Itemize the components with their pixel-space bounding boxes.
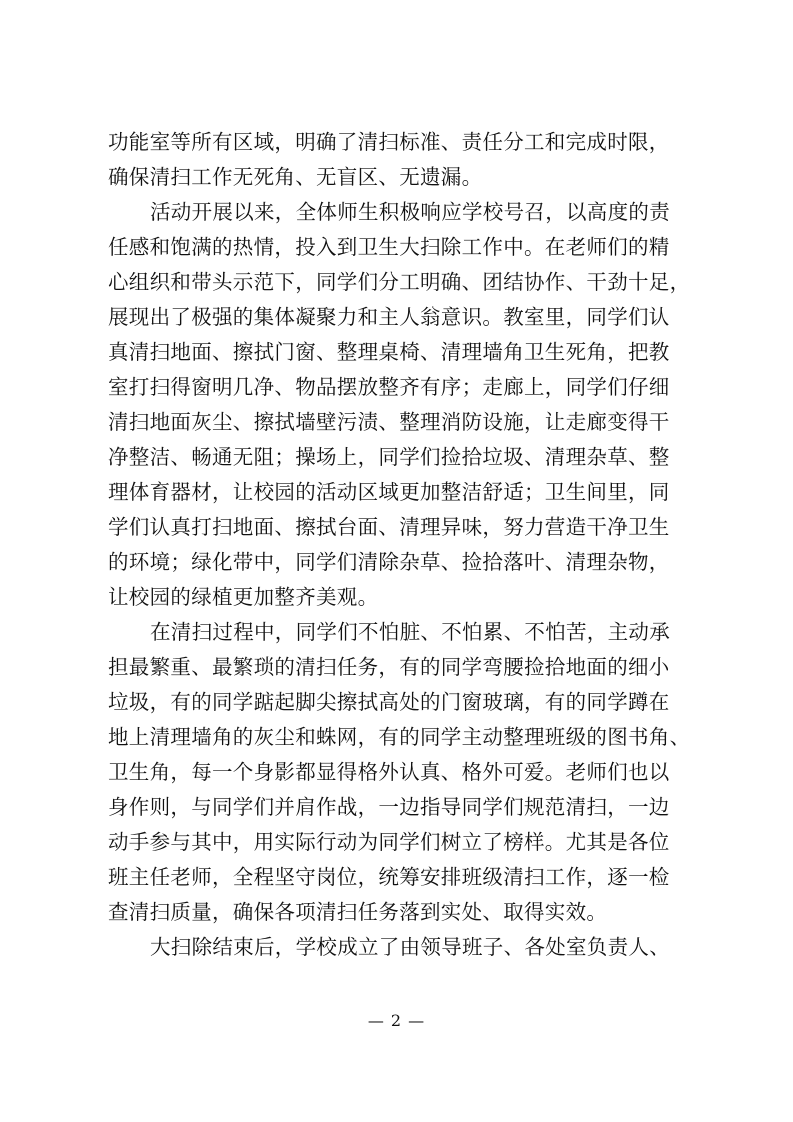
text-line: 动手参与其中，用实际行动为同学们树立了榜样。尤其是各位 bbox=[108, 830, 670, 854]
text-line: 班主任老师，全程坚守岗位，统筹安排班级清扫工作，逐一检 bbox=[108, 865, 670, 889]
text-line: 真清扫地面、擦拭门窗、整理桌椅、清理墙角卫生死角，把教 bbox=[108, 340, 670, 364]
text-line: 身作则，与同学们并肩作战，一边指导同学们规范清扫，一边 bbox=[108, 795, 670, 819]
text-line: 学们认真打扫地面、擦拭台面、清理异味，努力营造干净卫生 bbox=[108, 515, 670, 539]
text-line: 在清扫过程中，同学们不怕脏、不怕累、不怕苦，主动承 bbox=[150, 620, 670, 644]
text-line: 让校园的绿植更加整齐美观。 bbox=[108, 585, 379, 609]
text-line: 净整洁、畅通无阻；操场上，同学们捡拾垃圾、清理杂草、整 bbox=[108, 445, 670, 469]
text-line: 心组织和带头示范下，同学们分工明确、团结协作、干劲十足， bbox=[108, 270, 691, 294]
text-line: 活动开展以来，全体师生积极响应学校号召，以高度的责 bbox=[150, 200, 670, 224]
text-line: 展现出了极强的集体凝聚力和主人翁意识。教室里，同学们认 bbox=[108, 305, 670, 329]
text-line: 任感和饱满的热情，投入到卫生大扫除工作中。在老师们的精 bbox=[108, 235, 670, 259]
text-line: 担最繁重、最繁琐的清扫任务，有的同学弯腰捡拾地面的细小 bbox=[108, 655, 670, 679]
text-line: 的环境；绿化带中，同学们清除杂草、捡拾落叶、清理杂物， bbox=[108, 550, 670, 574]
text-line: 理体育器材，让校园的活动区域更加整洁舒适；卫生间里，同 bbox=[108, 480, 670, 504]
text-line: 垃圾，有的同学踮起脚尖擦拭高处的门窗玻璃，有的同学蹲在 bbox=[108, 690, 670, 714]
page-number: — 2 — bbox=[367, 1011, 426, 1030]
text-line: 地上清理墙角的灰尘和蛛网，有的同学主动整理班级的图书角、 bbox=[108, 725, 691, 749]
text-line: 卫生角，每一个身影都显得格外认真、格外可爱。老师们也以 bbox=[108, 760, 670, 784]
text-line: 确保清扫工作无死角、无盲区、无遗漏。 bbox=[108, 165, 483, 189]
text-line: 清扫地面灰尘、擦拭墙壁污渍、整理消防设施，让走廊变得干 bbox=[108, 410, 670, 434]
text-line: 查清扫质量，确保各项清扫任务落到实处、取得实效。 bbox=[108, 900, 608, 924]
text-line: 大扫除结束后，学校成立了由领导班子、各处室负责人、 bbox=[150, 935, 670, 959]
text-line: 功能室等所有区域，明确了清扫标准、责任分工和完成时限， bbox=[108, 130, 670, 154]
text-line: 室打扫得窗明几净、物品摆放整齐有序；走廊上，同学们仔细 bbox=[108, 375, 670, 399]
